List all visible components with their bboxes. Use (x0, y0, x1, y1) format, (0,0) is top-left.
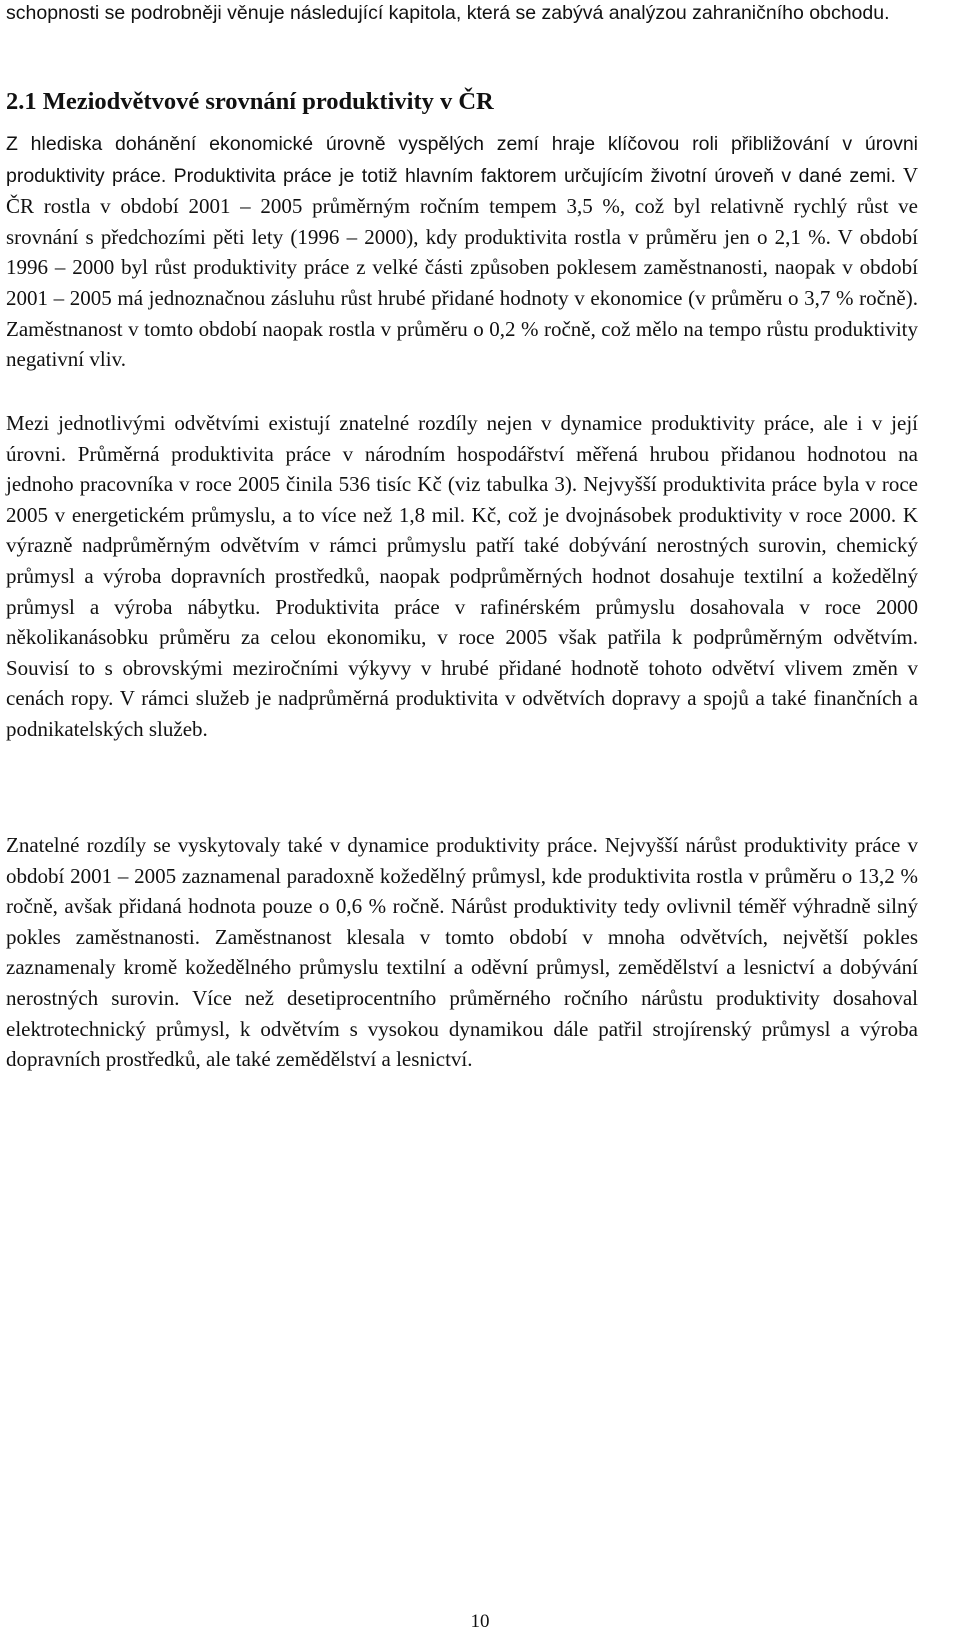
intro-paragraph (6, 0, 918, 29)
paragraph-3 (6, 830, 918, 1075)
paragraph-3-text: Znatelné rozdíly se vyskytovaly také v dynamice produktivity práce. Nejvyšší nárůst produktivity práce v období 2001 – 2005 zaznamenal paradoxně kožedělný průmysl, kde produktivita rostla v průměru o 13,2 % ročně, avšak přidaná hodnota pouze o 0,6 % ročně. Nárůst produktivity tedy ovlivnil téměř výhradně silný pokles zaměstnanosti. Zaměstnanost klesala v tomto období v mnoha odvětvích, největší pokles zaznamenaly kromě kožedělného průmyslu textilní a oděvní průmysl, zemědělství a lesnictví a dobývání nerostných surovin. Více než desetiprocentního průměrného ročního nárůstu produktivity dosahoval elektrotechnický průmysl, k odvětvím s vysokou dynamikou dále patřil strojírenský průmysl a výroba dopravních prostředků, ale také zemědělství a lesnictví. (6, 833, 918, 1072)
intro-text: schopnosti se podrobněji věnuje následující kapitola, která se zabývá analýzou zahraničního obchodu. (6, 2, 890, 24)
paragraph-2-text: Mezi jednotlivými odvětvími existují znatelné rozdíly nejen v dynamice produktivity práce, ale i v její úrovni. Průměrná produktivita práce v národním hospodářství měřená hrubou přidanou hodnotou na jednoho pracovníka v roce 2005 činila 536 tisíc Kč (viz tabulka 3). Nejvyšší produktivita práce byla v roce 2005 v energetickém průmyslu, a to více než 1,8 mil. Kč, což je dvojnásobek produktivity v roce 2000. K výrazně nadprůměrným odvětvím v rámci průmyslu patří také dobývání nerostných surovin, chemický průmysl a výroba dopravních prostředků, naopak podprůměrných hodnot dosahuje textilní a kožedělný průmysl a výroba nábytku. Produktivita práce v rafinérském průmyslu dosahovala v roce 2000 několikanásobku průměru za celou ekonomiku, v roce 2005 však patřila k podprůměrným odvětvím. Souvisí to s obrovskými meziročními výkyvy v hrubé přidané hodnotě tohoto odvětví vlivem změn v cenách ropy. V rámci služeb je nadprůměrná produktivita v odvětvích dopravy a spojů a také finančních a podnikatelských služeb. (6, 411, 918, 741)
paragraph-2 (6, 408, 918, 745)
page-number: 10 (470, 1611, 490, 1632)
paragraph-1-serif-part: V ČR rostla v období 2001 – 2005 průměrným ročním tempem 3,5 %, což byl relativně rychlý růst ve srovnání s předchozími pěti lety (1996 – 2000), kdy produktivita rostla v průměru jen o 2,1 %. V období 1996 – 2000 byl růst produktivity práce z velké části způsoben poklesem zaměstnanosti, naopak v období 2001 – 2005 má jednoznačnou zásluhu růst hrubé přidané hodnoty v ekonomice (v průměru o 3,7 % ročně). Zaměstnanost v tomto období naopak rostla v průměru o 0,2 % ročně, což mělo na tempo růstu produktivity negativní vliv. (6, 162, 919, 372)
section-heading: 2.1 Meziodvětvové srovnání produktivity v ČR (6, 88, 494, 115)
paragraph-1-sans-part: Z hlediska dohánění ekonomické úrovně vyspělých zemí hraje klíčovou roli přibližování v úrovni produktivity práce. Produktivita práce je totiž hlavním faktorem určujícím životní úroveň v dané zemi. (6, 133, 918, 187)
paragraph-1 (6, 128, 918, 375)
